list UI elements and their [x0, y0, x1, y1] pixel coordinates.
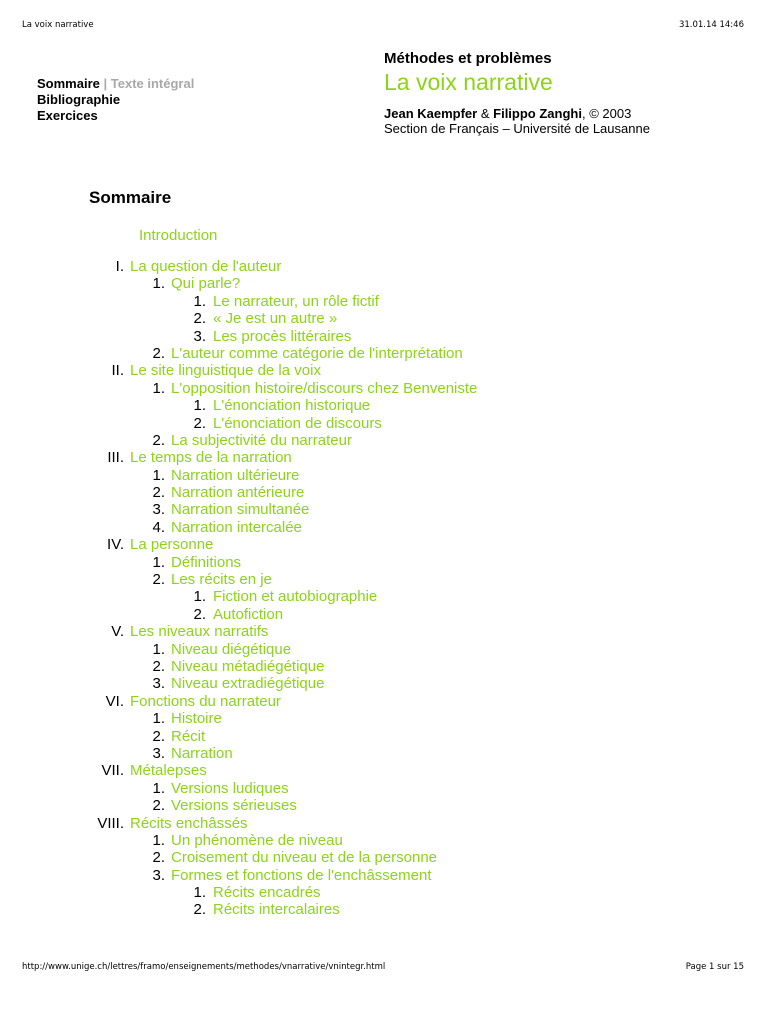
- toc-item: [0, 536, 768, 553]
- toc-item: [0, 867, 768, 884]
- toc-item: [0, 310, 768, 327]
- toc-item: [0, 432, 768, 449]
- toc-item-number: 1.: [152, 275, 165, 293]
- toc-item: [0, 693, 768, 710]
- toc-item: [0, 815, 768, 832]
- toc-item-link[interactable]: Narration antérieure: [171, 484, 305, 502]
- toc-item: [0, 588, 768, 605]
- toc-item-number: 2.: [193, 310, 206, 328]
- institution-line: Section de Français – Université de Lausanne: [384, 121, 650, 136]
- toc-item-link[interactable]: Niveau extradiégétique: [171, 675, 325, 693]
- toc-item-number: 3.: [193, 327, 206, 345]
- toc-item-link[interactable]: Les procès littéraires: [213, 327, 352, 345]
- toc-item: [0, 728, 768, 745]
- toc-item-number: 1.: [152, 466, 165, 484]
- toc-item-link[interactable]: Les récits en je: [171, 571, 272, 589]
- toc-item: [0, 484, 768, 501]
- toc-item: [0, 745, 768, 762]
- toc-item: [0, 884, 768, 901]
- toc-item: [0, 345, 768, 362]
- toc-item: [0, 832, 768, 849]
- toc-item-link[interactable]: Fiction et autobiographie: [213, 588, 378, 606]
- toc-item-link[interactable]: Versions sérieuses: [171, 797, 297, 815]
- toc-item-link[interactable]: Narration: [171, 744, 233, 762]
- toc-item-number: 1.: [193, 884, 206, 902]
- toc-item-number: III.: [107, 449, 124, 467]
- toc-item-number: 3.: [152, 866, 165, 884]
- author-zanghi: Filippo Zanghi: [493, 106, 582, 121]
- series-title: Méthodes et problèmes: [384, 50, 552, 67]
- toc-item-link[interactable]: Narration ultérieure: [171, 466, 300, 484]
- toc-item-number: 2.: [152, 849, 165, 867]
- toc-item-number: I.: [115, 258, 124, 275]
- toc-item: [0, 449, 768, 466]
- toc-item-link[interactable]: Fonctions du narrateur: [130, 692, 281, 710]
- toc-item-number: V.: [111, 623, 124, 641]
- toc-item-number: 2.: [152, 727, 165, 745]
- toc-item-number: 4.: [152, 518, 165, 536]
- copyright: , © 2003: [581, 106, 632, 121]
- toc-item: [0, 901, 768, 918]
- toc-item: [0, 762, 768, 779]
- toc-item: [0, 275, 768, 292]
- toc-item: [0, 501, 768, 518]
- print-header-title: La voix narrative: [22, 20, 94, 30]
- toc-item: [0, 606, 768, 623]
- toc-item-link[interactable]: Histoire: [171, 710, 222, 728]
- toc-item-number: 1.: [193, 292, 206, 310]
- toc-item-link[interactable]: Le site linguistique de la voix: [130, 362, 321, 380]
- page-number: Page 1 sur 15: [685, 962, 744, 972]
- toc-item-link[interactable]: La personne: [130, 536, 214, 554]
- toc-item-number: 2.: [152, 571, 165, 589]
- toc-item-link[interactable]: L'énonciation de discours: [213, 414, 382, 432]
- toc-heading: Sommaire: [89, 188, 172, 207]
- toc-item-number: 2.: [193, 901, 206, 919]
- toc-item: [0, 675, 768, 692]
- toc-item-number: IV.: [107, 536, 124, 554]
- toc-item: [0, 658, 768, 675]
- toc-item-number: 3.: [152, 744, 165, 762]
- toc-item: [0, 328, 768, 345]
- toc-item-number: VII.: [101, 762, 124, 780]
- toc-item: [0, 362, 768, 379]
- toc-item-number: 1.: [152, 710, 165, 728]
- toc-item-link[interactable]: Définitions: [171, 553, 242, 571]
- toc-item-link[interactable]: Le narrateur, un rôle fictif: [213, 292, 379, 310]
- toc-item-number: 1.: [152, 831, 165, 849]
- toc-item-number: 1.: [152, 640, 165, 658]
- toc-item: [0, 641, 768, 658]
- author-kaempfer: Jean Kaempfer: [384, 106, 478, 121]
- page-url: http://www.unige.ch/lettres/framo/enseignements/methodes/vnarrative/vnintegr.html: [22, 962, 386, 972]
- toc-item-link[interactable]: Narration simultanée: [171, 501, 310, 519]
- toc-item-link[interactable]: La question de l'auteur: [130, 258, 282, 275]
- toc-item-number: 2.: [152, 431, 165, 449]
- toc-item-link[interactable]: L'opposition histoire/discours chez Benveniste: [171, 379, 478, 397]
- toc-item: [0, 519, 768, 536]
- toc-item-number: 3.: [152, 501, 165, 519]
- toc-item-link[interactable]: Récits enchâssés: [130, 814, 248, 832]
- toc-item-number: 1.: [152, 779, 165, 797]
- nav-texte-integral-link[interactable]: Texte intégral: [110, 76, 195, 91]
- toc-item-number: 2.: [152, 484, 165, 502]
- author-ampersand: &: [480, 106, 490, 121]
- toc-item-number: 2.: [193, 605, 206, 623]
- site-nav: [37, 76, 194, 124]
- toc-item-link[interactable]: Récits intercalaires: [213, 901, 340, 919]
- toc-item-link[interactable]: Niveau métadiégétique: [171, 657, 325, 675]
- nav-separator: |: [103, 76, 108, 91]
- toc-item-number: 2.: [152, 797, 165, 815]
- toc-item-number: 2.: [152, 344, 165, 362]
- toc-item-number: VIII.: [97, 814, 124, 832]
- toc-item: [0, 780, 768, 797]
- toc-item: [0, 415, 768, 432]
- toc-item-link[interactable]: Récits encadrés: [213, 884, 321, 902]
- masthead: [384, 50, 650, 136]
- toc-item: [0, 849, 768, 866]
- toc-item-link[interactable]: Le temps de la narration: [130, 449, 292, 467]
- toc-item-link[interactable]: Récit: [171, 727, 206, 745]
- toc-item-link[interactable]: Métalepses: [130, 762, 207, 780]
- toc-item: [0, 797, 768, 814]
- toc-item: [0, 623, 768, 640]
- toc-item-number: II.: [111, 362, 124, 380]
- toc-item-link[interactable]: L'énonciation historique: [213, 397, 371, 415]
- toc-item-link[interactable]: Formes et fonctions de l'enchâssement: [171, 866, 432, 884]
- toc-item-number: 1.: [193, 397, 206, 415]
- print-header-datetime: 31.01.14 14:46: [678, 20, 744, 30]
- toc-item-number: 1.: [152, 379, 165, 397]
- toc-item: [0, 258, 768, 275]
- toc-item: [0, 554, 768, 571]
- toc-item: [0, 293, 768, 310]
- toc-item-link[interactable]: Un phénomène de niveau: [171, 831, 343, 849]
- toc-item: [0, 467, 768, 484]
- toc-item-number: 2.: [193, 414, 206, 432]
- toc-item-link[interactable]: Les niveaux narratifs: [130, 623, 269, 641]
- print-footer: [22, 962, 744, 972]
- toc-item-link[interactable]: Niveau diégétique: [171, 640, 292, 658]
- toc-item: [0, 710, 768, 727]
- nav-exercices-link[interactable]: Exercices: [37, 108, 98, 123]
- authors-line: [384, 106, 650, 121]
- page-title: La voix narrative: [384, 69, 553, 95]
- toc-item: [0, 571, 768, 588]
- toc-item-number: 3.: [152, 675, 165, 693]
- toc-item-number: 1.: [152, 553, 165, 571]
- toc-item-number: 2.: [152, 657, 165, 675]
- toc-item-link[interactable]: Qui parle?: [171, 275, 241, 293]
- toc-item-number: VI.: [105, 692, 124, 710]
- toc-item-link[interactable]: Croisement du niveau et de la personne: [171, 849, 438, 867]
- toc-item: [0, 380, 768, 397]
- toc-item-number: 1.: [193, 588, 206, 606]
- nav-sommaire-link[interactable]: Sommaire: [37, 76, 100, 91]
- nav-bibliographie-link[interactable]: Bibliographie: [37, 92, 121, 107]
- toc-item: [0, 397, 768, 414]
- toc-introduction-link[interactable]: Introduction: [139, 227, 218, 244]
- toc-item-link[interactable]: « Je est un autre »: [213, 310, 338, 328]
- toc-item-link[interactable]: Versions ludiques: [171, 779, 289, 797]
- toc-item-link[interactable]: Narration intercalée: [171, 518, 302, 536]
- print-header: [22, 20, 744, 30]
- toc-item-link[interactable]: L'auteur comme catégorie de l'interprétation: [171, 344, 463, 362]
- toc-item-link[interactable]: Autofiction: [213, 605, 284, 623]
- toc-item-link[interactable]: La subjectivité du narrateur: [171, 431, 352, 449]
- table-of-contents: [0, 258, 768, 919]
